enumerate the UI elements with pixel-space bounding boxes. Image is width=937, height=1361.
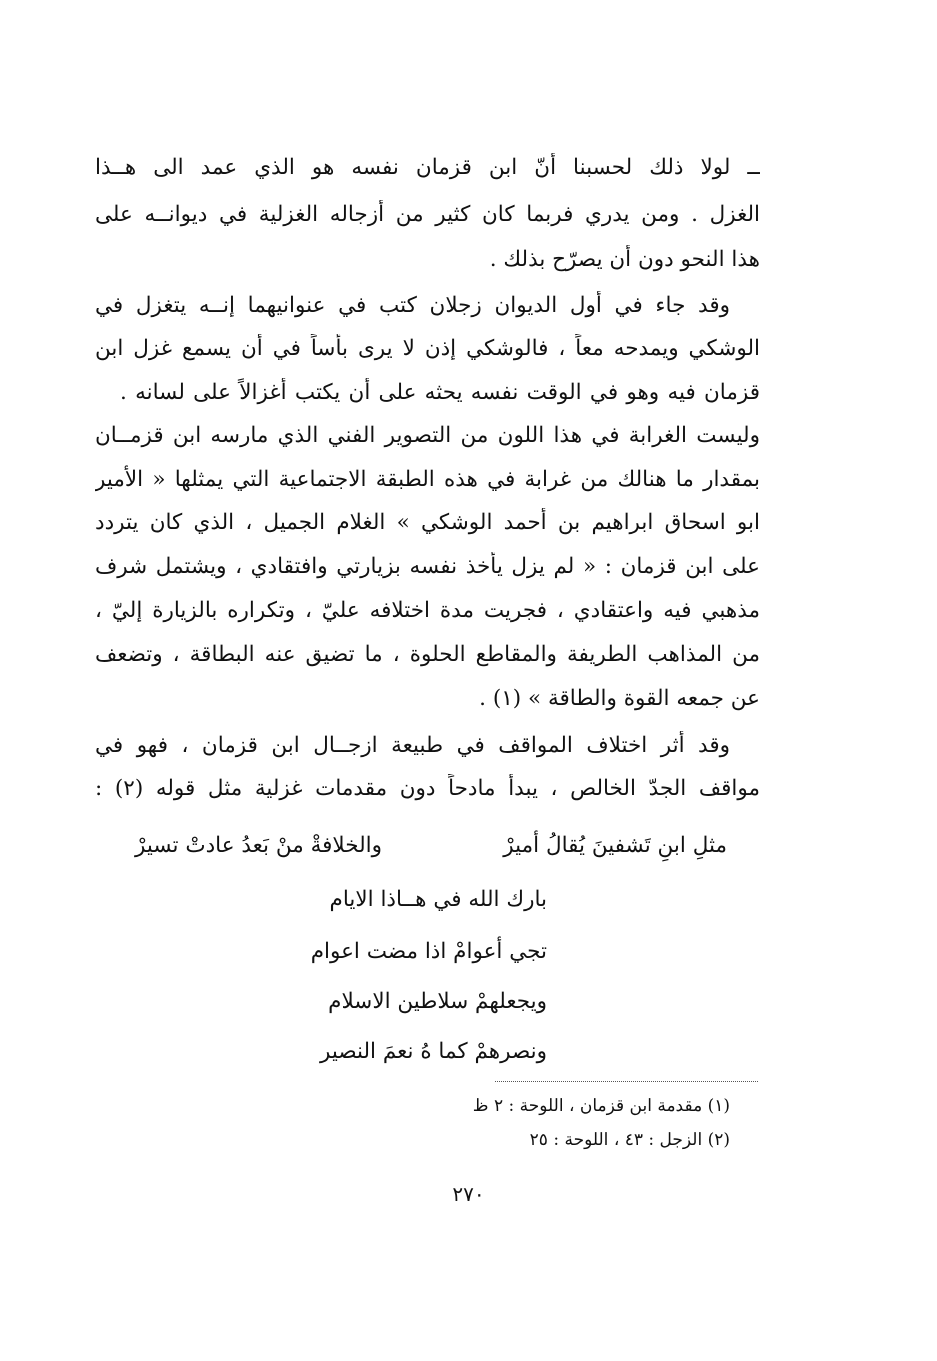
body-line: مواقف الجدّ الخالص ، يبدأ مادحاً دون مقدمات غزلية مثل قوله (٢) : (95, 776, 760, 801)
body-line: هذا النحو دون أن يصرّح بذلك . (489, 247, 760, 272)
poem-verse: ونصرهمْ كما هُ نعمَ النصير (319, 1039, 547, 1064)
body-line: الغزل . ومن يدري فربما كان كثير من أزجاله الغزلية في ديوانــه على (95, 202, 760, 227)
body-line: عن جمعه القوة والطاقة » (١) . (479, 686, 760, 711)
footnote: (١) مقدمة ابن قزمان ، اللوحة : ٢ ظ (472, 1096, 730, 1116)
body-line: مذهبي فيه واعتقادي ، فجريت مدة اختلافه عليّ ، وتكراره بالزيارة إليّ ، (95, 598, 760, 623)
body-line: وقد أثر اختلاف المواقف في طبيعة ازجــال ابن قزمان ، فهو في (95, 733, 730, 758)
body-line: وليست الغرابة في هذا اللون من التصوير الفني الذي مارسه ابن قزمــان (95, 423, 760, 448)
poem-second-hemistich: والخلافةْ منْ بَعدُ عادتْ تسيرْ (135, 833, 382, 858)
page-number: ٢٧٠ (452, 1182, 485, 1206)
body-line: بمقدار ما هنالك من غرابة في هذه الطبقة الاجتماعية التي يمثلها « الأمير (95, 467, 760, 492)
body-line: الوشكي ويمدحه معاً ، فالوشكي إذن لا يرى بأساً في أن يسمع غزل ابن (95, 336, 760, 361)
body-line: من المذاهب الطريفة والمقاطع الحلوة ، ما تضيق عنه البطاقة ، وتضعف (95, 642, 760, 667)
body-line: على ابن قزمان : « لم يزل يأخذ نفسه بزيارتي وافتقادي ، ويشتمل شرف (95, 554, 760, 579)
body-line: قزمان فيه وهو في الوقت نفسه يحثه على أن يكتب أغزالاً على لسانه . (120, 380, 760, 405)
poem-verse: تجي أعوامْ اذا مضت اعوام (310, 939, 547, 964)
body-line: وقد جاء في أول الديوان زجلان كتب في عنوانيهما إنــه يتغزل في (95, 293, 730, 318)
poem-verse: ويجعلهمْ سلاطين الاسلام (328, 989, 547, 1014)
body-line: ابو اسحاق ابراهيم بن أحمد الوشكي » الغلام الجميل ، الذي كان يتردد (95, 510, 760, 535)
poem-verse: بارك الله في هــاذا الايام (329, 887, 547, 912)
footnote-divider (495, 1081, 758, 1082)
footnote: (٢) الزجل : ٤٣ ، اللوحة : ٢٥ (529, 1130, 730, 1150)
body-line: ــ لولا ذلك لحسبنا أنّ ابن قزمان نفسه هو الذي عمد الى هــذا (95, 155, 760, 180)
poem-first-hemistich: مثلِ ابنِ تَشفينَ يُقالُ أميرْ (503, 833, 727, 858)
